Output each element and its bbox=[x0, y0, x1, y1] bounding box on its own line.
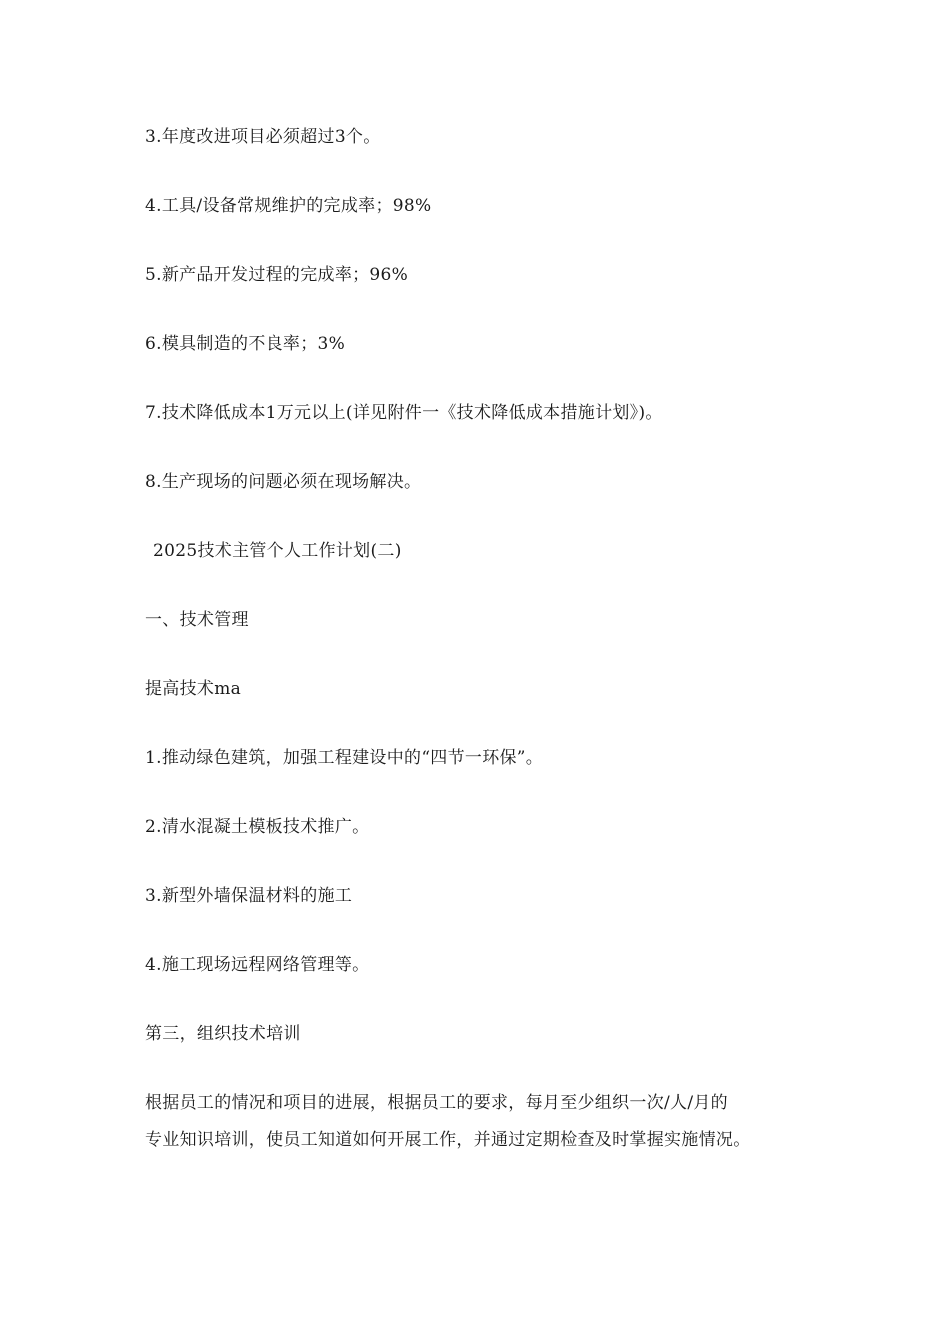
list-item-defect-rate: 6.模具制造的不良率；3% bbox=[145, 334, 346, 354]
section-heading-training: 第三，组织技术培训 bbox=[145, 1024, 301, 1044]
list-item-insulation: 3.新型外墙保温材料的施工 bbox=[145, 886, 353, 906]
paragraph-training-line-1: 根据员工的情况和项目的进展，根据员工的要求，每月至少组织一次/人/月的 bbox=[145, 1093, 728, 1113]
list-item-formwork: 2.清水混凝土模板技术推广。 bbox=[145, 817, 370, 837]
list-item-maintenance-rate: 4.工具/设备常规维护的完成率；98% bbox=[145, 196, 432, 216]
list-item-cost-reduction: 7.技术降低成本1万元以上(详见附件一《技术降低成本措施计划》)。 bbox=[145, 403, 663, 423]
section-heading-tech-management: 一、技术管理 bbox=[145, 610, 249, 630]
paragraph-improve-tech: 提高技术ma bbox=[145, 679, 242, 699]
paragraph-training-line-2: 专业知识培训，使员工知道如何开展工作，并通过定期检查及时掌握实施情况。 bbox=[145, 1130, 751, 1150]
section-title: 2025技术主管个人工作计划(二) bbox=[153, 541, 402, 561]
list-item-annual-improvement: 3.年度改进项目必须超过3个。 bbox=[145, 127, 381, 147]
list-item-onsite-resolution: 8.生产现场的问题必须在现场解决。 bbox=[145, 472, 422, 492]
list-item-green-building: 1.推动绿色建筑，加强工程建设中的“四节一环保”。 bbox=[145, 748, 544, 768]
list-item-remote-management: 4.施工现场远程网络管理等。 bbox=[145, 955, 370, 975]
list-item-development-rate: 5.新产品开发过程的完成率；96% bbox=[145, 265, 409, 285]
